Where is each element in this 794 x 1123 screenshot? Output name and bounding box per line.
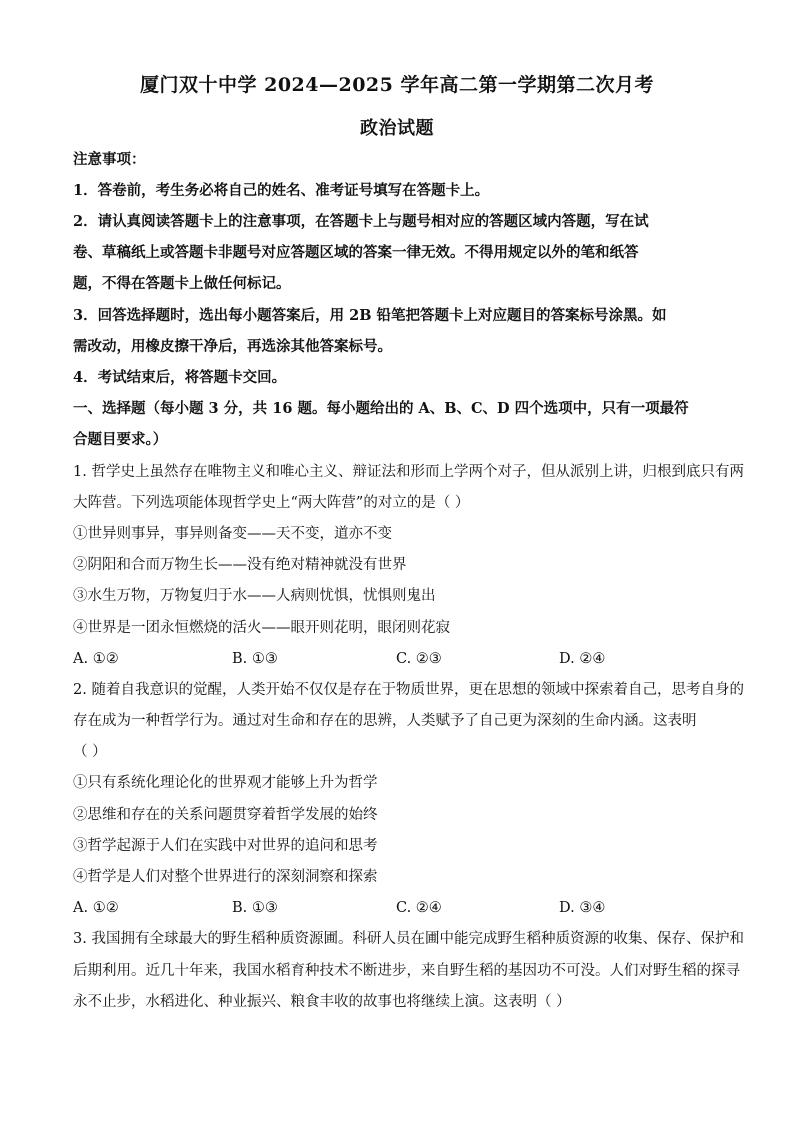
q1-option-d: D. ②④ <box>559 651 606 667</box>
q2-option-b: B. ①③ <box>232 900 278 916</box>
q3-stem: 3. 我国拥有全球最大的野生稻种质资源圃。科研人员在圃中能完成野生稻种质资源的收集、保存、保护和 <box>73 931 744 947</box>
q1-option-c: C. ②③ <box>396 651 442 667</box>
q2-item: ②思维和存在的关系问题贯穿着哲学发展的始终 <box>73 807 378 823</box>
q2-stem: 存在成为一种哲学行为。通过对生命和存在的思辨，人类赋予了自己更为深刻的生命内涵。这表明 <box>73 713 697 729</box>
notice-line: 2．请认真阅读答题卡上的注意事项，在答题卡上与题号相对应的答题区域内答题，写在试 <box>73 213 649 230</box>
exam-title: 厦门双十中学 2024—2025 学年高二第一学期第二次月考 <box>140 74 654 96</box>
q2-item: ③哲学起源于人们在实践中对世界的追问和思考 <box>73 838 378 854</box>
q1-item: ①世异则事异，事异则备变——天不变，道亦不变 <box>73 526 392 542</box>
q1-item: ②阴阳和合而万物生长——没有绝对精神就没有世界 <box>73 557 407 573</box>
notice-line: 题，不得在答题卡上做任何标记。 <box>73 275 291 292</box>
section-heading: 一、选择题（每小题 3 分，共 16 题。每小题给出的 A、B、C、D 四个选项中，只有一项最符 <box>73 400 689 417</box>
q3-stem: 永不止步，水稻进化、种业振兴、粮食丰收的故事也将继续上演。这表明（ ） <box>73 994 571 1010</box>
notice-line: 3．回答选择题时，选出每小题答案后，用 2B 铅笔把答题卡上对应题目的答案标号涂黑。如 <box>73 307 667 324</box>
notice-heading: 注意事项： <box>73 151 146 168</box>
q2-item: ①只有系统化理论化的世界观才能够上升为哲学 <box>73 775 378 791</box>
notice-line: 需改动，用橡皮擦干净后，再选涂其他答案标号。 <box>73 338 392 355</box>
notice-line: 4．考试结束后，将答题卡交回。 <box>73 369 287 386</box>
notice-line: 1．答卷前，考生务必将自己的姓名、准考证号填写在答题卡上。 <box>73 182 490 199</box>
q3-stem: 后期利用。近几十年来，我国水稻育种技术不断进步，来自野生稻的基因功不可没。人们对野生稻的探寻 <box>73 963 740 979</box>
q1-stem: 1. 哲学史上虽然存在唯物主义和唯心主义、辩证法和形而上学两个对子，但从派别上讲，归根到底只有两 <box>73 464 744 480</box>
exam-subtitle: 政治试题 <box>360 118 434 139</box>
q2-option-d: D. ③④ <box>559 900 606 916</box>
q2-stem: （ ） <box>73 744 107 760</box>
q2-item: ④哲学是人们对整个世界进行的深刻洞察和探索 <box>73 869 378 885</box>
q1-option-b: B. ①③ <box>232 651 278 667</box>
q2-option-c: C. ②④ <box>396 900 442 916</box>
q1-option-a: A. ①② <box>73 651 119 667</box>
q1-stem: 大阵营。下列选项能体现哲学史上“两大阵营”的对立的是（ ） <box>73 495 470 511</box>
q1-item: ③水生万物，万物复归于水——人病则忧惧，忧惧则鬼出 <box>73 588 436 604</box>
section-heading-cont: 合题目要求。） <box>73 431 168 448</box>
q2-stem: 2. 随着自我意识的觉醒，人类开始不仅仅是存在于物质世界，更在思想的领域中探索着自己，思考自身的 <box>73 682 744 698</box>
q2-option-a: A. ①② <box>73 900 119 916</box>
notice-line: 卷、草稿纸上或答题卡非题号对应答题区域的答案一律无效。不得用规定以外的笔和纸答 <box>73 244 639 261</box>
q1-item: ④世界是一团永恒燃烧的活火——眼开则花明，眼闭则花寂 <box>73 620 450 636</box>
